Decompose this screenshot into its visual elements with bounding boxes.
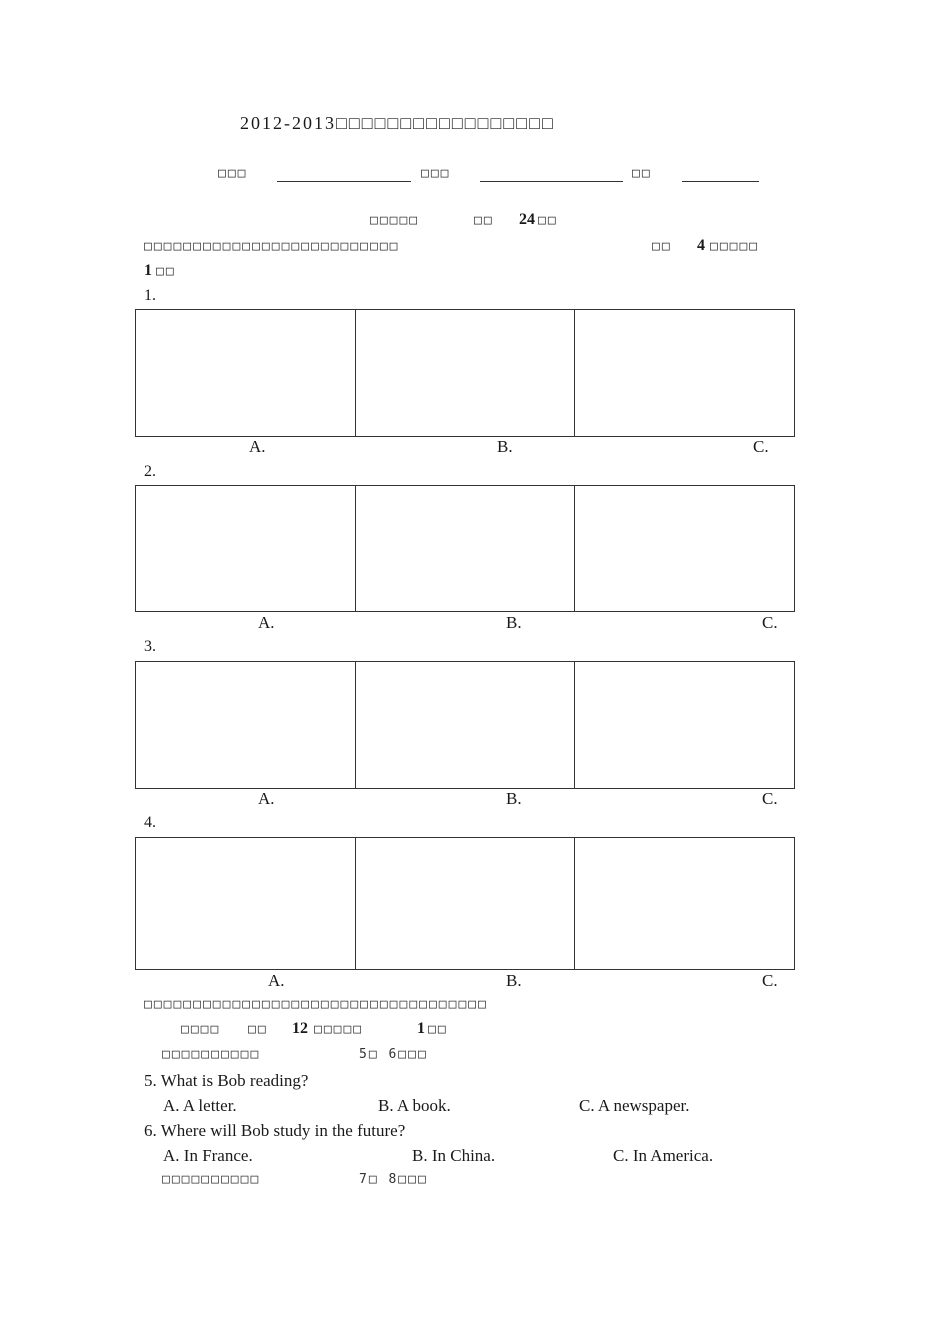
question-5-option-a[interactable]: A. A letter.	[163, 1096, 237, 1115]
section2-line2-a: □□□□	[181, 1022, 221, 1037]
question-3-number: 3.	[144, 638, 156, 655]
question-1-picture-b	[356, 310, 576, 436]
question-4-picture-a	[136, 838, 356, 969]
question-3-option-c[interactable]: C.	[762, 789, 778, 808]
section2-line2-num2: 1	[417, 1020, 425, 1037]
question-3-option-a[interactable]: A.	[258, 789, 275, 808]
header-blank-2[interactable]	[480, 181, 623, 182]
question-2-number: 2.	[144, 463, 156, 480]
question-2-picture-c	[575, 486, 794, 611]
section2-instruction: □□□□□□□□□□□□□□□□□□□□□□□□□□□□□□□□□□□	[144, 997, 488, 1012]
question-6-text: 6. Where will Bob study in the future?	[144, 1121, 406, 1140]
dialogue-1-label: □□□□□□□□□□	[162, 1047, 261, 1062]
question-1-picture-c	[575, 310, 794, 436]
question-4-picture-b	[356, 838, 576, 969]
section2-line2-d: □□	[428, 1022, 448, 1037]
question-1-option-c[interactable]: C.	[753, 437, 769, 456]
header-blank-1[interactable]	[277, 181, 411, 182]
question-2-option-c[interactable]: C.	[762, 613, 778, 632]
section2-line2-b: □□	[248, 1022, 268, 1037]
question-4-number: 4.	[144, 814, 156, 831]
question-4-option-b[interactable]: B.	[506, 971, 522, 990]
question-5-option-b[interactable]: B. A book.	[378, 1096, 451, 1115]
section1-instruction-mid: □□	[652, 239, 672, 254]
dialogue-2-range: 7□ 8□□□	[359, 1172, 428, 1187]
question-4-option-c[interactable]: C.	[762, 971, 778, 990]
question-2-option-b[interactable]: B.	[506, 613, 522, 632]
section1-score: 24	[519, 211, 535, 228]
section1-line2-num: 1	[144, 262, 152, 279]
question-6-option-b[interactable]: B. In China.	[412, 1146, 496, 1165]
question-3-picture-a	[136, 662, 356, 788]
question-4-picture-grid	[135, 837, 795, 970]
question-1-option-a[interactable]: A.	[249, 437, 266, 456]
section2-line2-num: 12	[292, 1020, 308, 1037]
question-5-option-c[interactable]: C. A newspaper.	[579, 1096, 690, 1115]
section1-instruction-end: □□□□□	[710, 239, 760, 254]
question-4-picture-c	[575, 838, 794, 969]
question-2-picture-grid	[135, 485, 795, 612]
question-2-option-a[interactable]: A.	[258, 613, 275, 632]
section2-line2-c: □□□□□	[314, 1022, 364, 1037]
section1-instruction: □□□□□□□□□□□□□□□□□□□□□□□□□□	[144, 239, 400, 254]
question-1-picture-grid	[135, 309, 795, 437]
question-2-picture-b	[356, 486, 576, 611]
question-2-picture-a	[136, 486, 356, 611]
section1-heading-end: □□	[538, 213, 558, 228]
section1-instruction-num: 4	[697, 237, 705, 254]
section1-heading: □□□□□	[370, 213, 420, 228]
question-1-number: 1.	[144, 287, 156, 304]
header-blank-3[interactable]	[682, 181, 759, 182]
question-4-option-a[interactable]: A.	[268, 971, 285, 990]
dialogue-2-label: □□□□□□□□□□	[162, 1172, 261, 1187]
question-3-option-b[interactable]: B.	[506, 789, 522, 808]
header-label-1: □□□	[218, 166, 248, 181]
page-title: 2012-2013□□□□□□□□□□□□□□□□□	[240, 113, 555, 133]
header-label-2: □□□	[421, 166, 451, 181]
question-6-option-a[interactable]: A. In France.	[163, 1146, 253, 1165]
question-6-option-c[interactable]: C. In America.	[613, 1146, 714, 1165]
section1-line2-end: □□	[156, 264, 176, 279]
question-1-picture-a	[136, 310, 356, 436]
section1-heading-mid: □□	[474, 213, 494, 228]
dialogue-1-range: 5□ 6□□□	[359, 1047, 428, 1062]
question-3-picture-c	[575, 662, 794, 788]
question-3-picture-b	[356, 662, 576, 788]
question-1-option-b[interactable]: B.	[497, 437, 513, 456]
question-3-picture-grid	[135, 661, 795, 789]
question-5-text: 5. What is Bob reading?	[144, 1071, 309, 1090]
header-label-3: □□	[632, 166, 652, 181]
